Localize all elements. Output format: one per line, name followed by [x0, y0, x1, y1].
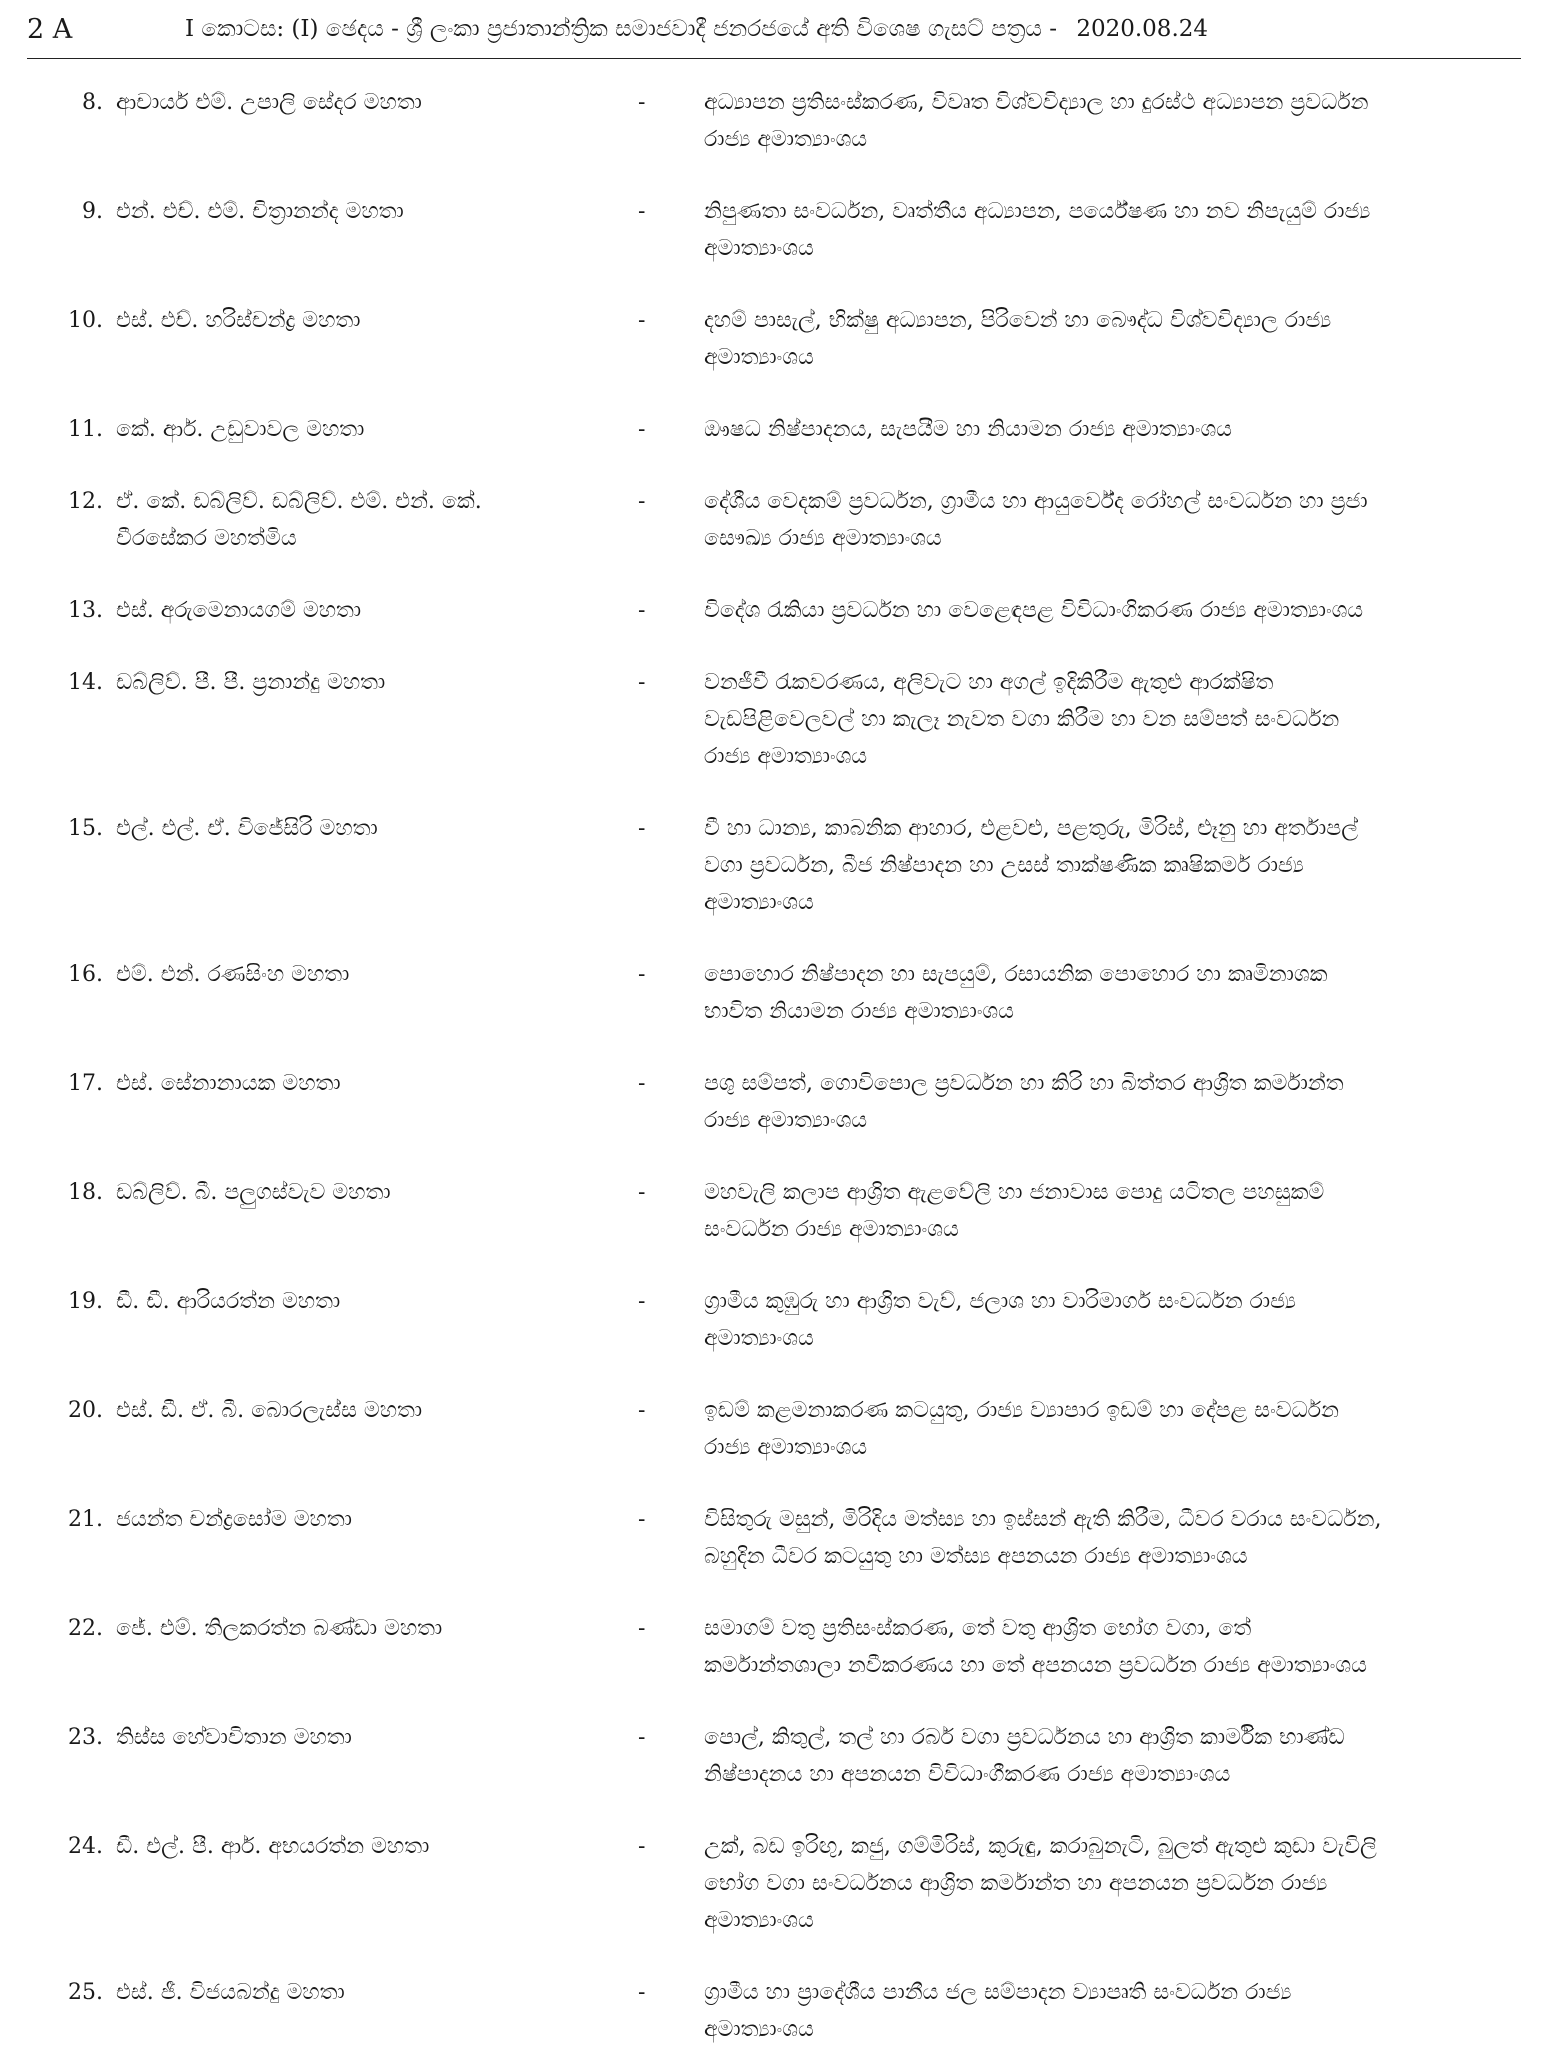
entry-name-line: කේ. ආර්. උඩුවාවල මහතා — [116, 417, 365, 442]
entry-name-line: ඩබ්ලිව්. පී. පී. ප්‍රනාන්දු මහතා — [116, 670, 386, 695]
entry-name-line: එස්. ජී. විජයබන්දු මහතා — [116, 1980, 345, 2005]
entry-name — [103, 810, 623, 847]
entry-ministry-line: රාජ්‍ය අමාත්‍යාංශය — [704, 1108, 868, 1133]
entry-ministry — [674, 1828, 1534, 1939]
entry-ministry-line: රාජ්‍ය අමාත්‍යාංශය — [704, 744, 868, 769]
entry-number: 25. — [68, 1980, 103, 2005]
entry-dash: - — [638, 598, 646, 623]
entry-dash: - — [638, 1289, 646, 1314]
entry-number: 11. — [68, 417, 103, 442]
entry-ministry-line: පශු සම්පත්, ගොවිපොල ප්‍රවර්ධන හා කිරි හා බිත්තර ආශ්‍රිත කර්මාන්ත — [704, 1071, 1344, 1096]
entry-name-line: එස්. ඩී. ඒ. බී. බොරලැස්ස මහතා — [116, 1398, 423, 1423]
entry-number: 21. — [68, 1507, 103, 1532]
entry-name — [103, 483, 623, 557]
entry-name-line: ඩබ්ලිව්. බී. පලුගස්වැව මහතා — [116, 1180, 391, 1205]
gazette-date: 2020.08.24 — [1076, 16, 1209, 42]
entry-ministry — [674, 1610, 1534, 1684]
entry-ministry — [674, 1065, 1534, 1139]
entry-name — [103, 1065, 623, 1102]
entry-name-line: ජයන්ත චන්ද්‍රසෝම මහතා — [116, 1507, 352, 1532]
entry-number: 24. — [68, 1834, 103, 1859]
entry-ministry-line: අමාත්‍යාංශය — [704, 1908, 814, 1933]
entry-dash: - — [638, 816, 646, 841]
appointment-entry — [0, 302, 1561, 376]
entry-number: 19. — [68, 1289, 103, 1314]
entry-number: 22. — [68, 1616, 103, 1641]
entry-name-line: ඩී. ඩී. ආරියරත්න මහතා — [116, 1289, 341, 1314]
entry-ministry-line: අමාත්‍යාංශය — [704, 345, 814, 370]
entry-name — [103, 84, 623, 121]
entry-ministry — [674, 956, 1534, 1030]
entry-ministry-line: වී හා ධාන්‍ය, කාබනික ආහාර, එළවළු, පළතුරු, මිරිස්, ළූනු හා අර්තාපල් — [704, 816, 1358, 841]
entry-name — [103, 1610, 623, 1647]
page-header — [27, 10, 1521, 59]
entry-name-line: ඒ. කේ. ඩබ්ලිව්. ඩබ්ලිව්. එම්. එන්. කේ. — [116, 489, 482, 514]
entry-ministry — [674, 1283, 1534, 1357]
entry-name — [103, 302, 623, 339]
entry-ministry-line: සංවර්ධන රාජ්‍ය අමාත්‍යාංශය — [704, 1217, 959, 1242]
entry-ministry-line: සමාගම් වතු ප්‍රතිසංස්කරණ, තේ වතු ආශ්‍රිත භෝග වගා, තේ — [704, 1616, 1252, 1641]
appointment-entry — [0, 956, 1561, 1030]
entry-dash: - — [638, 1725, 646, 1750]
entry-ministry-line: විදේශ රැකියා ප්‍රවර්ධන හා වෙළෙඳපළ විවිධාංගිකරණ රාජ්‍ය අමාත්‍යාංශය — [704, 598, 1364, 623]
entry-ministry-line: ඉඩම් කළමනාකරණ කටයුතු, රාජ්‍ය ව්‍යාපාර ඉඩම් හා දේපළ සංවර්ධන — [704, 1398, 1339, 1423]
entry-ministry-line: භෝග වගා සංවර්ධනය ආශ්‍රිත කර්මාන්ත හා අපනයන ප්‍රවර්ධන රාජ්‍ය — [704, 1871, 1328, 1896]
entry-dash: - — [638, 1398, 646, 1423]
entry-ministry — [674, 1174, 1534, 1248]
entry-dash: - — [638, 1980, 646, 2005]
entry-ministry-line: රාජ්‍ය අමාත්‍යාංශය — [704, 127, 868, 152]
entry-dash: - — [638, 962, 646, 987]
entry-dash: - — [638, 670, 646, 695]
entry-name — [103, 1719, 623, 1756]
entry-ministry-line: ග්‍රාමීය කුඹුරු හා ආශ්‍රිත වැව්, ජලාශ හා වාරිමාර්ග සංවර්ධන රාජ්‍ය — [704, 1289, 1296, 1314]
entry-name-line: ජේ. එම්. තිලකරත්න බණ්ඩා මහතා — [116, 1616, 443, 1641]
appointment-entry — [0, 1283, 1561, 1357]
entry-name — [103, 592, 623, 629]
entry-ministry-line: අමාත්‍යාංශය — [704, 236, 814, 261]
entry-name-line: එම්. එන්. රණසිංහ මහතා — [116, 962, 350, 987]
entry-name — [103, 1974, 623, 2011]
gazette-title — [185, 16, 1208, 42]
appointment-entry — [0, 810, 1561, 921]
entry-name — [103, 1392, 623, 1429]
appointment-entry — [0, 84, 1561, 158]
entry-name — [103, 1828, 623, 1865]
appointment-entry — [0, 1501, 1561, 1575]
entry-number: 23. — [68, 1725, 103, 1750]
appointment-entry — [0, 193, 1561, 267]
entry-ministry-line: බහුදින ධීවර කටයුතු හා මත්ස්‍ය අපනයන රාජ්‍ය අමාත්‍යාංශය — [704, 1544, 1248, 1569]
appointment-entry — [0, 411, 1561, 448]
entry-ministry — [674, 592, 1534, 629]
entry-number: 13. — [68, 598, 103, 623]
entry-number: 8. — [82, 90, 103, 115]
appointment-entry — [0, 592, 1561, 629]
entry-ministry-line: සෞඛ්‍ය රාජ්‍ය අමාත්‍යාංශය — [704, 526, 942, 551]
entry-dash: - — [638, 308, 646, 333]
entry-ministry-line: නිපුණතා සංවර්ධන, වෘත්තීය අධ්‍යාපන, පර්යේෂණ හා නව නිපැයුම් රාජ්‍ය — [704, 199, 1371, 224]
entry-ministry-line: ග්‍රාමීය හා ප්‍රාදේශීය පානීය ජල සම්පාදන ව්‍යාපෘති සංවර්ධන රාජ්‍ය — [704, 1980, 1292, 2005]
appointment-entry — [0, 1610, 1561, 1684]
appointment-entry — [0, 1828, 1561, 1939]
entry-ministry-line: අමාත්‍යාංශය — [704, 890, 814, 915]
entry-name — [103, 664, 623, 701]
entry-ministry-line: අමාත්‍යාංශය — [704, 2017, 814, 2042]
entry-ministry-line: විසිතුරු මසුන්, මිරිදිය මත්ස්‍ය හා ඉස්සන් ඇති කිරීම, ධීවර වරාය සංවර්ධන, — [704, 1507, 1382, 1532]
entry-number: 12. — [68, 489, 103, 514]
entry-ministry — [674, 411, 1534, 448]
entry-dash: - — [638, 1180, 646, 1205]
entry-name-line: එස්. අරුමෙනායගම් මහතා — [116, 598, 362, 623]
entry-ministry-line: වගා ප්‍රවර්ධන, බීජ නිෂ්පාදන හා උසස් තාක්ෂණික කෘෂිකර්ම රාජ්‍ය — [704, 853, 1304, 878]
appointment-entry — [0, 1174, 1561, 1248]
entry-name — [103, 411, 623, 448]
entry-name — [103, 1501, 623, 1538]
entry-number: 16. — [68, 962, 103, 987]
entry-name-line: එන්. එච්. එම්. චිත්‍රානන්ද මහතා — [116, 199, 404, 224]
entry-number: 17. — [68, 1071, 103, 1096]
entry-ministry — [674, 1501, 1534, 1575]
appointment-entry — [0, 664, 1561, 775]
entry-dash: - — [638, 1616, 646, 1641]
entry-ministry — [674, 1392, 1534, 1466]
entry-number: 18. — [68, 1180, 103, 1205]
entry-ministry-line: වනජීවී රැකවරණය, අලිවැට හා අගල් ඉදිකිරීම ඇතුළු ආරක්ෂිත — [704, 670, 1274, 695]
gazette-title-text: I කොටස: (I) ඡෙදය - ශ්‍රී ලංකා ප්‍රජාතාන්ත්‍රික සමාජවාදී ජනරජයේ අති විශෙෂ ගැසට් පත්‍රය - — [185, 16, 1058, 42]
entry-number: 9. — [82, 199, 103, 224]
entry-number: 20. — [68, 1398, 103, 1423]
entry-ministry-line: ඖෂධ නිෂ්පාදනය, සැපයීම හා නියාමන රාජ්‍ය අමාත්‍යාංශය — [704, 417, 1233, 442]
entry-name-line: තිස්ස හේවාවිතාන මහතා — [116, 1725, 352, 1750]
entry-ministry — [674, 1719, 1534, 1793]
entry-ministry-line: අමාත්‍යාංශය — [704, 1326, 814, 1351]
entry-name — [103, 1174, 623, 1211]
entry-ministry — [674, 302, 1534, 376]
entry-name-line: එස්. සේනානායක මහතා — [116, 1071, 341, 1096]
appointment-entry — [0, 1392, 1561, 1466]
appointment-entry — [0, 1974, 1561, 2048]
entry-ministry-line: උක්, බඩ ඉරිඟු, කජු, ගම්මිරිස්, කුරුඳු, කරාබුනැටි, බුලත් ඇතුළු කුඩා වැවිලි — [704, 1834, 1377, 1859]
entry-ministry-line: පොල්, කිතුල්, තල් හා රබර් වගා ප්‍රවර්ධනය හා ආශ්‍රිත කාර්මික භාණ්ඩ — [704, 1725, 1345, 1750]
entry-name — [103, 193, 623, 230]
entry-ministry-line: අධ්‍යාපන ප්‍රතිසංස්කරණ, විවෘත විශ්වවිද්‍යාල හා දුරස්ථ අධ්‍යාපන ප්‍රවර්ධන — [704, 90, 1369, 115]
appointment-entry — [0, 1719, 1561, 1793]
entry-ministry-line: දේශීය වෙදකම් ප්‍රවර්ධන, ග්‍රාමීය හා ආයුර්වේද රෝහල් සංවර්ධන හා ප්‍රජා — [704, 489, 1368, 514]
entry-name-line: ඩී. එල්. පී. ආර්. අභයරත්න මහතා — [116, 1834, 430, 1859]
entry-dash: - — [638, 1834, 646, 1859]
entry-ministry — [674, 193, 1534, 267]
entry-ministry-line: රාජ්‍ය අමාත්‍යාංශය — [704, 1435, 868, 1460]
entry-ministry — [674, 483, 1534, 557]
entry-ministry — [674, 810, 1534, 921]
entry-dash: - — [638, 90, 646, 115]
entry-dash: - — [638, 1507, 646, 1532]
page-number: 2 A — [27, 14, 73, 45]
appointment-entry — [0, 483, 1561, 557]
entry-dash: - — [638, 489, 646, 514]
entry-name — [103, 1283, 623, 1320]
entry-ministry — [674, 1974, 1534, 2048]
entry-ministry-line: පොහොර නිෂ්පාදන හා සැපයුම්, රසායනික පොහොර හා කෘමිනාශක — [704, 962, 1328, 987]
entry-dash: - — [638, 1071, 646, 1096]
entry-ministry — [674, 84, 1534, 158]
entry-ministry-line: භාවිත නියාමන රාජ්‍ය අමාත්‍යාංශය — [704, 999, 1014, 1024]
entry-dash: - — [638, 417, 646, 442]
entry-ministry-line: මහවැලි කලාප ආශ්‍රිත ඇළවේලි හා ජනාවාස පොදු යටිතල පහසුකම් — [704, 1180, 1325, 1205]
entry-name-line: එල්. එල්. ඒ. විජේසිරි මහතා — [116, 816, 378, 841]
entry-ministry-line: දහම් පාසැල්, භික්ෂු අධ්‍යාපන, පිරිවෙන් හා බෞද්ධ විශ්වවිද්‍යාල රාජ්‍ය — [704, 308, 1332, 333]
entry-ministry-line: කර්මාන්තශාලා නවීකරණය හා තේ අපනයන ප්‍රවර්ධන රාජ්‍ය අමාත්‍යාංශය — [704, 1653, 1367, 1678]
entry-ministry-line: වැඩපිළිවෙලවල් හා කැලෑ නැවත වගා කිරීම හා වන සම්පත් සංවර්ධන — [704, 707, 1340, 732]
entry-number: 14. — [68, 670, 103, 695]
entry-ministry-line: නිෂ්පාදනය හා අපනයන විවිධාංගීකරණ රාජ්‍ය අමාත්‍යාංශය — [704, 1762, 1231, 1787]
entry-dash: - — [638, 199, 646, 224]
appointment-entry — [0, 1065, 1561, 1139]
entry-name-line: ආචාර්ය එම්. උපාලි සේදර මහතා — [116, 90, 422, 115]
entry-number: 10. — [68, 308, 103, 333]
entry-ministry — [674, 664, 1534, 775]
appointment-list — [0, 84, 1561, 2048]
entry-name — [103, 956, 623, 993]
entry-name-line: වීරසේකර මහත්මිය — [116, 526, 297, 551]
entry-name-line: එස්. එච්. හරිස්චන්ද්‍ර මහතා — [116, 308, 361, 333]
entry-number: 15. — [68, 816, 103, 841]
